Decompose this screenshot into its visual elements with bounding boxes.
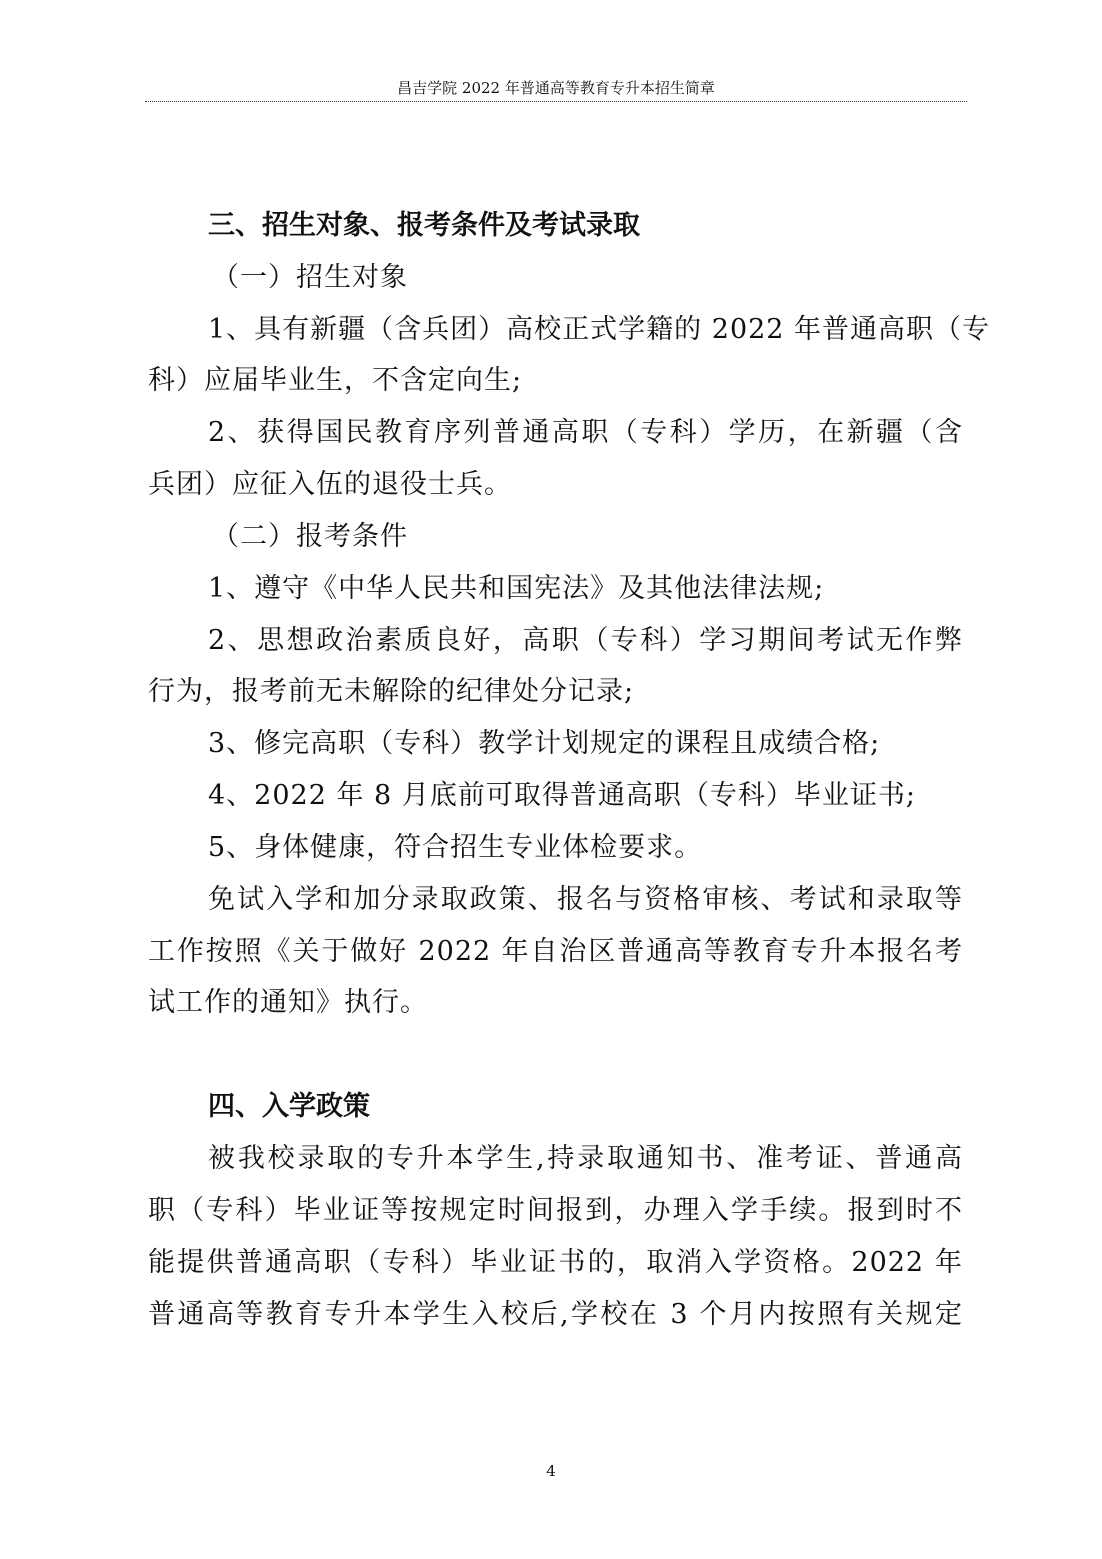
text-line: 职（专科）毕业证等按规定时间报到，办理入学手续。报到时不 — [148, 1195, 963, 1226]
running-header: 昌吉学院 2022 年普通高等教育专升本招生简章 — [397, 79, 715, 97]
text-line: 能提供普通高职（专科）毕业证书的，取消入学资格。2022 年 — [148, 1247, 963, 1278]
text-line: 5、身体健康，符合招生专业体检要求。 — [208, 832, 703, 863]
text-line: 行为，报考前无未解除的纪律处分记录; — [148, 676, 635, 707]
text-line: 2、思想政治素质良好，高职（专科）学习期间考试无作弊 — [208, 625, 963, 656]
section-heading: 四、入学政策 — [208, 1091, 370, 1122]
subsection-heading: （二）报考条件 — [212, 521, 408, 552]
text-line: 兵团）应征入伍的退役士兵。 — [148, 469, 512, 500]
page-number: 4 — [546, 1462, 556, 1480]
text-line: 普通高等教育专升本学生入校后,学校在 3 个月内按照有关规定 — [148, 1299, 963, 1330]
text-line: 免试入学和加分录取政策、报名与资格审核、考试和录取等 — [208, 884, 963, 915]
text-line: 被我校录取的专升本学生,持录取通知书、准考证、普通高 — [208, 1143, 963, 1174]
text-line: 3、修完高职（专科）教学计划规定的课程且成绩合格; — [208, 728, 881, 759]
text-line: 1、具有新疆（含兵团）高校正式学籍的 2022 年普通高职（专 — [208, 314, 991, 345]
text-line: 1、遵守《中华人民共和国宪法》及其他法律法规; — [208, 573, 825, 604]
header-divider — [145, 101, 967, 102]
text-line: 4、2022 年 8 月底前可取得普通高职（专科）毕业证书; — [208, 780, 916, 811]
subsection-heading: （一）招生对象 — [212, 262, 408, 293]
text-line: 工作按照《关于做好 2022 年自治区普通高等教育专升本报名考 — [148, 936, 963, 967]
text-line: 试工作的通知》执行。 — [148, 987, 428, 1018]
text-line: 2、获得国民教育序列普通高职（专科）学历，在新疆（含 — [208, 417, 963, 448]
text-line: 科）应届毕业生，不含定向生; — [148, 365, 523, 396]
section-heading: 三、招生对象、报考条件及考试录取 — [208, 210, 640, 241]
